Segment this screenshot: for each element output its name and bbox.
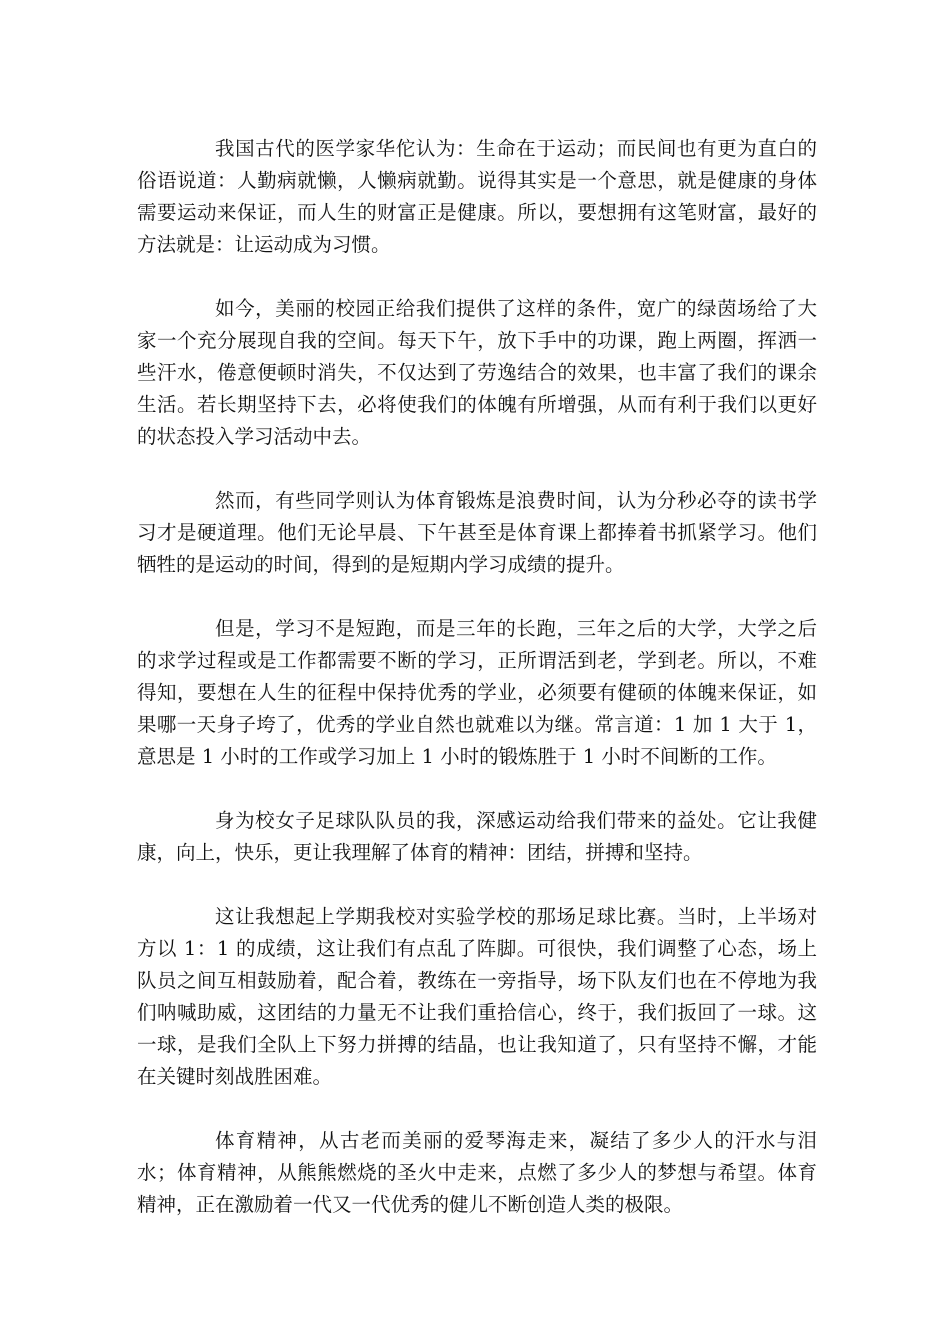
paragraph: 体育精神，从古老而美丽的爱琴海走来，凝结了多少人的汗水与泪水；体育精神，从熊熊燃烧的圣火中走来，点燃了多少人的梦想与希望。体育精神，正在激励着一代又一代优秀的健儿不断创造人类的极限。 <box>137 1129 817 1216</box>
paragraph: 然而，有些同学则认为体育锻炼是浪费时间，认为分秒必夺的读书学习才是硬道理。他们无论早晨、下午甚至是体育课上都捧着书抓紧学习。他们牺牲的是运动的时间，得到的是短期内学习成绩的提升。 <box>137 489 817 576</box>
paragraph: 如今，美丽的校园正给我们提供了这样的条件，宽广的绿茵场给了大家一个充分展现自我的空间。每天下午，放下手中的功课，跑上两圈，挥洒一些汗水，倦意便顿时消失，不仅达到了劳逸结合的效果，也丰富了我们的课余生活。若长期坚持下去，必将使我们的体魄有所增强，从而有利于我们以更好的状态投入学习活动中去。 <box>137 297 817 448</box>
paragraph: 但是，学习不是短跑，而是三年的长跑，三年之后的大学，大学之后的求学过程或是工作都需要不断的学习，正所谓活到老，学到老。所以，不难得知，要想在人生的征程中保持优秀的学业，必须要有健硕的体魄来保证，如果哪一天身子垮了，优秀的学业自然也就难以为继。常言道：1 加 1 大于 1，意思是 1 小时的工作或学习加上 1 小时的锻炼胜于 1 小时不间断的工作。 <box>137 617 817 768</box>
paragraph: 身为校女子足球队队员的我，深感运动给我们带来的益处。它让我健康，向上，快乐，更让我理解了体育的精神：团结，拼搏和坚持。 <box>137 809 817 864</box>
paragraph: 这让我想起上学期我校对实验学校的那场足球比赛。当时，上半场对方以 1：1 的成绩，这让我们有点乱了阵脚。可很快，我们调整了心态，场上队员之间互相鼓励着，配合着，教练在一旁指导，场下队友们也在不停地为我们呐喊助威，这团结的力量无不让我们重拾信心，终于，我们扳回了一球。这一球，是我们全队上下努力拼搏的结晶，也让我知道了，只有坚持不懈，才能在关键时刻战胜困难。 <box>137 905 817 1088</box>
paragraph: 我国古代的医学家华佗认为：生命在于运动；而民间也有更为直白的俗语说道：人勤病就懒，人懒病就勤。说得其实是一个意思，就是健康的身体需要运动来保证，而人生的财富正是健康。所以，要想拥有这笔财富，最好的方法就是：让运动成为习惯。 <box>137 137 817 256</box>
document-body <box>137 133 817 1253</box>
